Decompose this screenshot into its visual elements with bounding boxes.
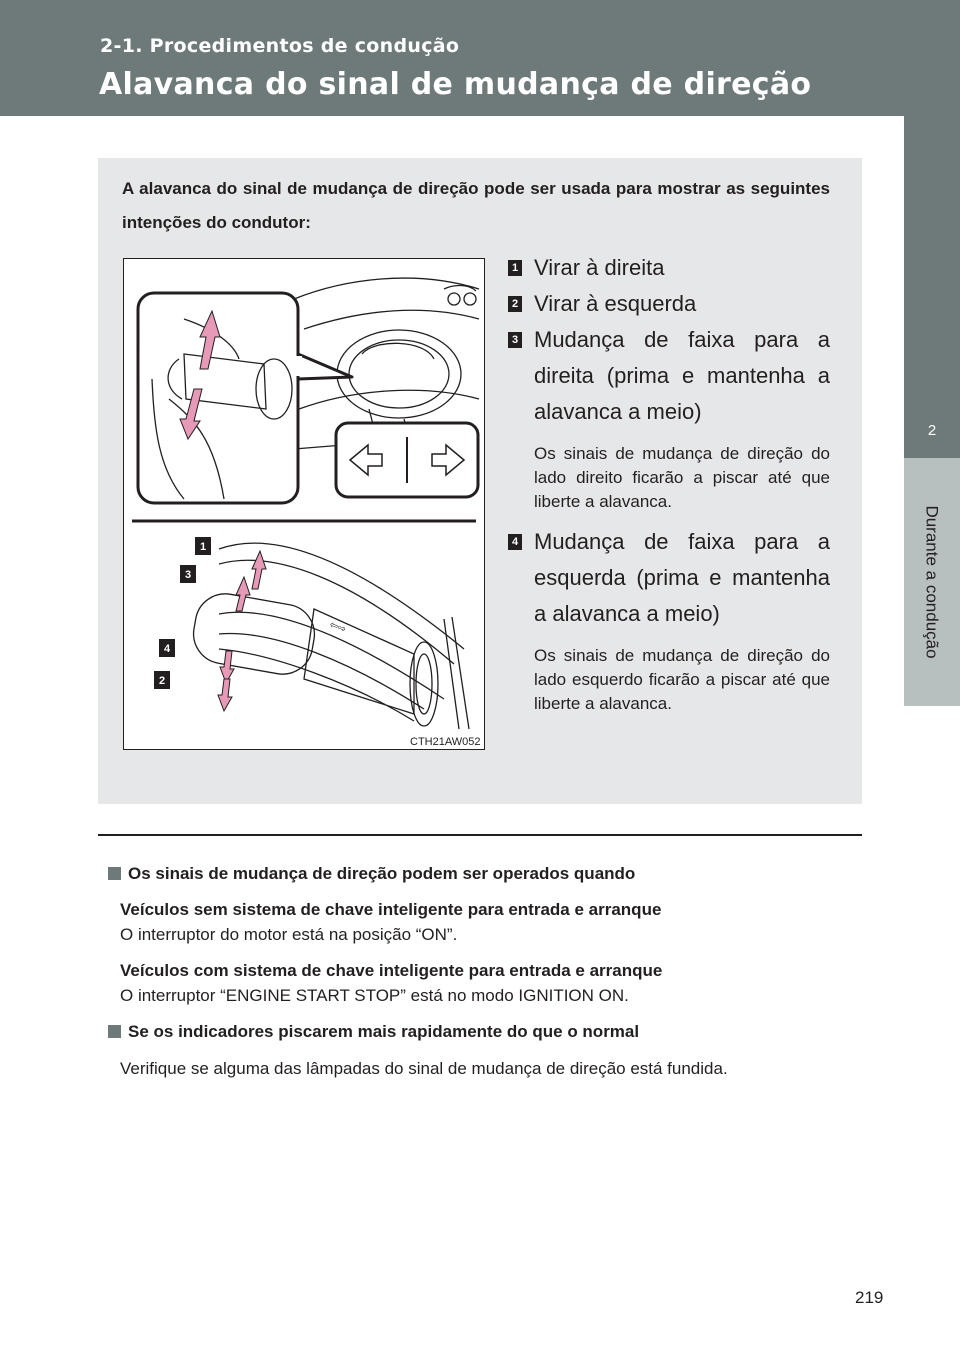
subheading: Veículos com sistema de chave inteligente para entrada e arranque [120, 961, 663, 980]
item-text: Virar à esquerda [534, 291, 697, 316]
item-number: 4 [508, 534, 522, 550]
section-title: 2-1. Procedimentos de condução [100, 35, 460, 57]
list-item [508, 286, 830, 322]
page-title: Alavanca do sinal de mudança de direção [99, 67, 812, 102]
details-section [108, 862, 860, 1093]
chapter-tab [904, 458, 960, 706]
lever-functions-list [508, 250, 830, 726]
svg-text:⇦⇨: ⇦⇨ [327, 619, 348, 636]
item-text: Mudança de faixa para a esquerda (prima e mantenha a alavanca a meio) [534, 529, 830, 626]
lever-illustration [123, 258, 485, 750]
item-note: Os sinais de mudança de direção do lado esquerdo ficarão a piscar até que liberte a alavanca. [534, 646, 830, 713]
chapter-label: Durante a condução [923, 505, 943, 659]
callout-1-label: 1 [199, 541, 207, 553]
figure-code: CTH21AW052 [410, 736, 481, 748]
section-divider [98, 834, 862, 836]
chapter-number: 2 [904, 408, 960, 458]
item-text: Mudança de faixa para a direita (prima e mantenha a alavanca a meio) [534, 327, 830, 424]
item-text: Virar à direita [534, 255, 665, 280]
item-note: Os sinais de mudança de direção do lado direito ficarão a piscar até que liberte a alavanca. [534, 444, 830, 511]
list-item [508, 250, 830, 286]
item-number: 3 [508, 332, 522, 348]
callout-4-label: 4 [163, 643, 171, 655]
paragraph: O interruptor do motor está na posição “ON”. [120, 925, 458, 944]
callout-3-label: 3 [184, 569, 192, 581]
paragraph: Verifique se alguma das lâmpadas do sinal de mudança de direção está fundida. [120, 1059, 728, 1078]
intro-text: A alavanca do sinal de mudança de direção pode ser usada para mostrar as seguintes intenções do condutor: [122, 179, 830, 232]
list-item [508, 322, 830, 430]
square-bullet-icon [108, 1025, 121, 1038]
lever-diagram [124, 259, 484, 749]
side-tab-upper [904, 116, 960, 408]
page-header [0, 0, 960, 116]
section-heading [108, 862, 860, 886]
paragraph: O interruptor “ENGINE START STOP” está no modo IGNITION ON. [120, 986, 629, 1005]
item-number: 2 [508, 296, 522, 312]
list-item [508, 524, 830, 632]
square-bullet-icon [108, 867, 121, 880]
callout-2-label: 2 [158, 675, 166, 687]
page-number: 219 [855, 1288, 884, 1307]
section-heading [108, 1020, 860, 1044]
item-number: 1 [508, 260, 522, 276]
subheading: Veículos sem sistema de chave inteligente para entrada e arranque [120, 900, 662, 919]
heading-text: Se os indicadores piscarem mais rapidamente do que o normal [128, 1022, 640, 1041]
heading-text: Os sinais de mudança de direção podem ser operados quando [128, 864, 636, 883]
